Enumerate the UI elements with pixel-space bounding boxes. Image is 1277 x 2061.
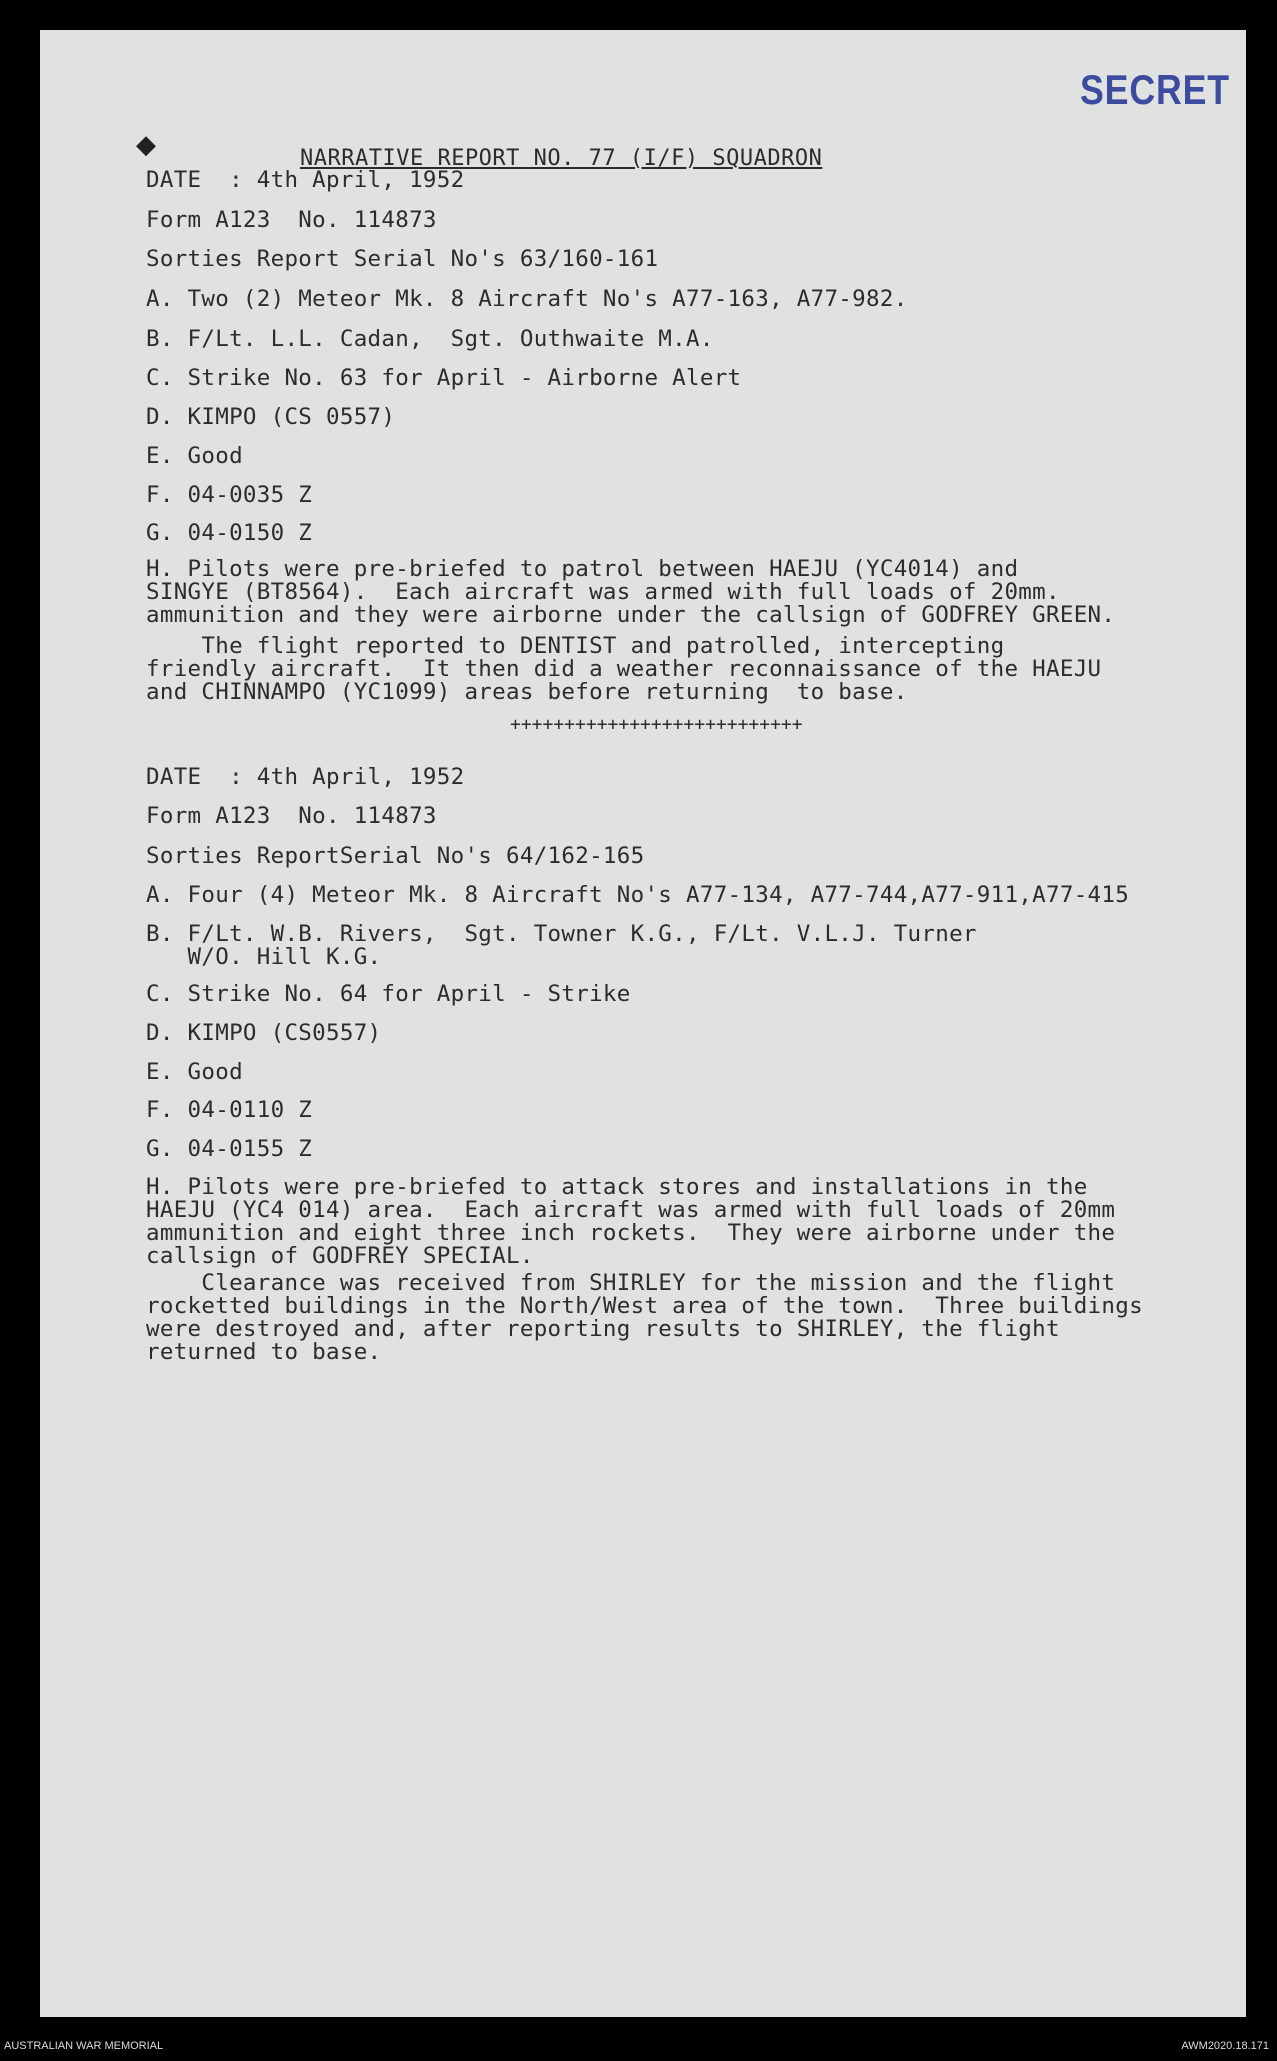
footer-institution: AUSTRALIAN WAR MEMORIAL: [4, 2040, 164, 2052]
secret-stamp: SECRET: [1080, 66, 1230, 113]
report2-item-b: B. F/Lt. W.B. Rivers, Sgt. Towner K.G., F/Lt. V.L.J. Turner W/O. Hill K.G.: [146, 921, 977, 970]
report2-item-a: A. Four (4) Meteor Mk. 8 Aircraft No's A77-134, A77-744,A77-911,A77-415: [146, 882, 1130, 908]
footer-accession-number: AWM2020.18.171: [1181, 2040, 1269, 2052]
report1-date: DATE : 4th April, 1952: [146, 167, 465, 193]
report-title: NARRATIVE REPORT NO. 77 (I/F) SQUADRON: [300, 146, 823, 171]
report2-item-e: E. Good: [146, 1059, 243, 1085]
report2-serial: Sorties ReportSerial No's 64/162-165: [146, 843, 645, 869]
report2-form: Form A123 No. 114873: [146, 803, 437, 829]
report2-date: DATE : 4th April, 1952: [146, 764, 465, 790]
report1-form: Form A123 No. 114873: [146, 207, 437, 233]
report1-item-e: E. Good: [146, 443, 243, 469]
report2-narrative: Clearance was received from SHIRLEY for the mission and the flight rocketted buildings in the North/West area of the town. Three buildings were destroyed and, after reporting results to SHIRLEY, the flight returned to base.: [146, 1270, 1143, 1365]
report2-item-c: C. Strike No. 64 for April - Strike: [146, 981, 631, 1007]
report1-narrative: The flight reported to DENTIST and patrolled, intercepting friendly aircraft. It then did a weather reconnaissance of the HAEJU and CHINNAMPO (YC1099) areas before returning to base.: [146, 633, 1102, 705]
report1-item-f: F. 04-0035 Z: [146, 482, 313, 508]
section-separator: +++++++++++++++++++++++++++: [510, 714, 803, 735]
report1-item-g: G. 04-0150 Z: [146, 520, 313, 546]
report1-item-c: C. Strike No. 63 for April - Airborne Alert: [146, 365, 742, 391]
pen-mark-icon: ◆: [136, 130, 156, 160]
report1-item-b: B. F/Lt. L.L. Cadan, Sgt. Outhwaite M.A.: [146, 326, 714, 352]
report1-item-d: D. KIMPO (CS 0557): [146, 404, 396, 430]
report2-item-g: G. 04-0155 Z: [146, 1136, 313, 1162]
report2-item-h: H. Pilots were pre-briefed to attack stores and installations in the HAEJU (YC4 014) area. Each aircraft was armed with full loads of 20mm ammunition and eight three inch rockets. They were airborne under the callsign of GODFREY SPECIAL.: [146, 1174, 1116, 1269]
report1-item-h: H. Pilots were pre-briefed to patrol between HAEJU (YC4014) and SINGYE (BT8564). Each aircraft was armed with full loads of 20mm. ammunition and they were airborne under the callsign of GODFREY GREEN.: [146, 556, 1116, 628]
document-page: [40, 30, 1246, 2017]
report2-item-d: D. KIMPO (CS0557): [146, 1020, 382, 1046]
report2-item-f: F. 04-0110 Z: [146, 1097, 313, 1123]
report1-item-a: A. Two (2) Meteor Mk. 8 Aircraft No's A77-163, A77-982.: [146, 286, 908, 312]
report1-serial: Sorties Report Serial No's 63/160-161: [146, 246, 659, 272]
